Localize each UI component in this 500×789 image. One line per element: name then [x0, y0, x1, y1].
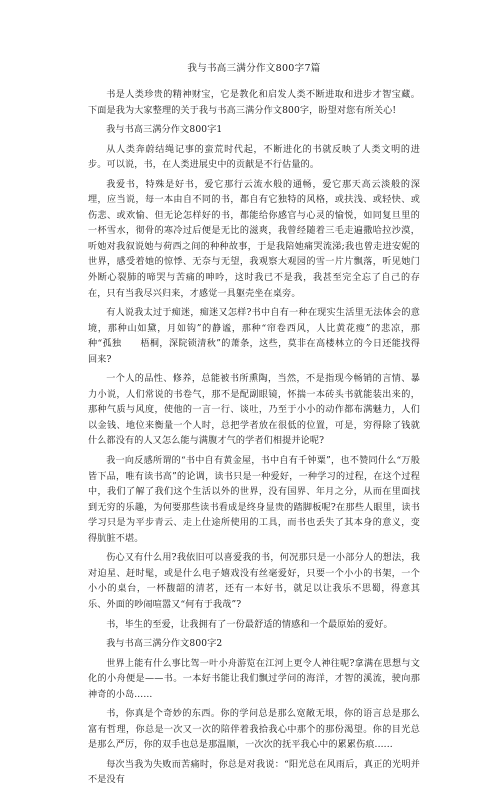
- essay-1-paragraph-4: 一个人的品性、修养，总能被书所熏陶，当然，不是指现今畅销的言情、暴力小说，人们常说的书卷气，那不是配副眼镜，怀揣一本砖头书就能装出来的，那种气质与风度，使他的一言一行、谈吐，乃至于小小的动作都布满魅力，人们以金钱、地位来衡量一个人时，总把学者放在很低的位置，可是，穷得除了钱就什么都没有的人又怎么能与满腹才气的学者们相提并论呢?: [88, 374, 420, 447]
- essay-1-paragraph-1: 从人类奔蔚结绳记事的蛮荒时代起，不断进化的书就反映了人类文明的进步。可以说，书，在人类进展史中的贡献是不行估量的。: [88, 144, 420, 171]
- essay-2-paragraph-1: 世界上能有什么事比驾一叶小舟游览在江河上更令人神往呢?拿满在思想与文化的小舟便是——书。一本好书能让我们飘过学问的海洋，才智的溪流，驶向那神奇的小岛......: [88, 658, 420, 700]
- essay-2-paragraph-2: 书，你真是个奇妙的东西。你的学问总是那么宽敞无垠，你的语言总是那么富有哲理，你总是一次又一次的陪伴着我拾我心中那个的那份渴望。你的目光总是那么严厉，你的双手也总是那温顺，一次次的抚平我心中的累累伤痕......: [88, 709, 420, 751]
- essay-1-paragraph-6: 伤心又有什么用?我依旧可以喜爱我的书，何况那只是一小部分人的想法，我对迫星、赶时髦，或是什么电子嬉戏没有丝毫爱好，只要一个小小的书架，一个小小的桌台，一杯馥韶的清茗，还有一本好书，就足以让我乐不思蜀，得意其乐、外面的吵闹喧嚣又“何有于我哉”?: [88, 553, 420, 610]
- essay-1-title: 我与书高三满分作文800字1: [106, 125, 223, 136]
- intro-paragraph: 书是人类珍贵的精神财宝，它是教化和启发人类不断进取和进步才智宝藏。下面是我为大家整理的关于我与书高三满分作文800字，盼望对您有所关心!: [88, 90, 420, 116]
- essay-1-paragraph-3: 有人说我太过于痴迷，痴迷又怎样?书中自有一种在现实生活里无法体会的意境，那种山如黛，月如钩”的静谧，那种“帘卷西风，人比黄花瘦”的悲凉，那种“孤独 梧桐，深院锁清秋”的萧条，这些，莫非在高楼林立的今日还能找得回来?: [88, 308, 420, 365]
- essay-1-paragraph-5: 我一向反感所谓的“书中自有黄金屋，书中自有千钟粟”，也不赞同什么“万般皆下品，唯有读书高”的论调，读书只是一种爱好，一种学习的过程，在这个过程中，我们了解了我们这个生活以外的世界，没有国界、年月之分，从而在里面找到无穷的乐趣，为何要那些读书看成是终身显贵的踏脚板呢?在那些人眼里，读书学习只是为平步青云、走上仕途所使用的工具，而书也丢失了其本身的意义，变得肮脏不堪。: [88, 456, 420, 544]
- document-title: 我与书高三满分作文800字7篇: [187, 63, 321, 74]
- essay-1-paragraph-2: 我爱书，特殊是好书，爱它那行云流水般的通畅，爱它那天高云淡般的深埋，应当说，每一本由自不同的书，都自有它独特的风格，或扶浅、或轻快、或伤悲、或欢愉、但无论怎样好的书，都能给你感官与心灵的愉悦，如同复旦里的一杯雪水，彻骨的寒冷过后便是无比的滋爽，我曾经随着三毛走遍撒哈拉沙漠，听她对我叙说她与荷西之间的种种故事，于是我陪她痛哭流涕;我也曾走进安妮的世界，感受着她的惊悸、无奈与无望，我观察大观园的雪一片片飘落，听见她门外断心裂肺的啼哭与苦痛的呻吟，这时我已不是我，我甚至完全忘了自己的存在，只有当我尽兴归来，才感觉一具躯壳坐在桌旁。: [88, 179, 420, 299]
- essay-1-paragraph-7: 书，毕生的至爱，让我拥有了一份最舒适的情感和一个最原始的爱好。: [106, 619, 393, 630]
- essay-2-paragraph-3: 每次当我为失败而苦痛时，你总是对我说：“阳光总在风雨后，真正的光明并不是没有: [88, 759, 420, 786]
- essay-2-title: 我与书高三满分作文800字2: [106, 639, 223, 650]
